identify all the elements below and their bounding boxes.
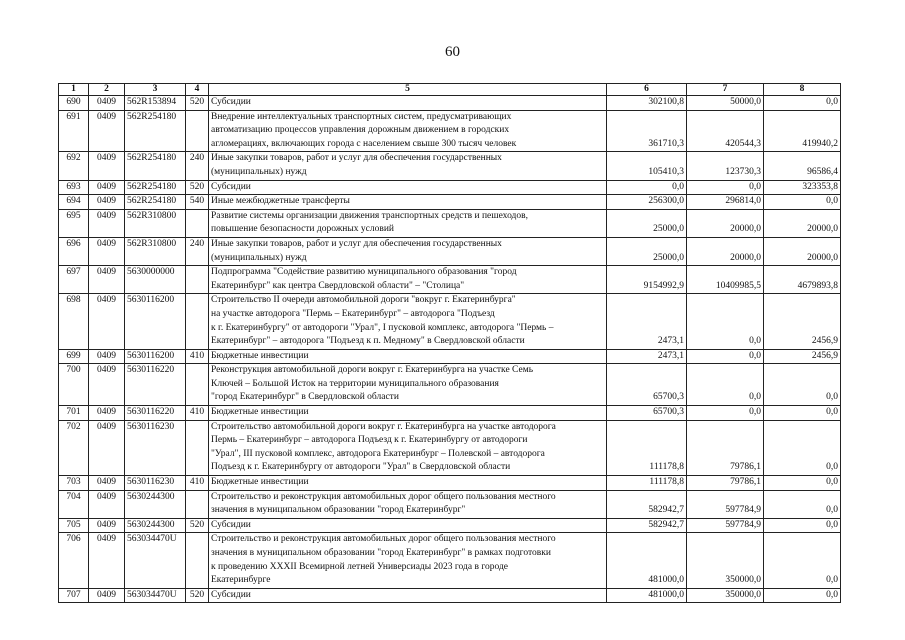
row-number: 694 [59, 195, 89, 210]
item-name: Реконструкция автомобильной дороги вокруг г. Екатеринбурга на участке Семь Ключей – Большой Исток на территории муниципального образования "город Екатеринбург" в Свердловской области [209, 364, 607, 406]
target-article-code: 562R310800 [125, 209, 186, 237]
table-row [59, 209, 841, 237]
section-code: 0409 [89, 533, 125, 588]
section-code: 0409 [89, 476, 125, 491]
row-number: 701 [59, 406, 89, 421]
amount-col-8: 20000,0 [764, 237, 841, 265]
amount-col-6: 582942,7 [607, 490, 687, 518]
item-name: Развитие системы организации движения транспортных средств и пешеходов, повышение безопасности дорожных условий [209, 209, 607, 237]
section-code: 0409 [89, 195, 125, 210]
amount-col-7: 0,0 [687, 180, 764, 195]
amount-col-8: 0,0 [764, 533, 841, 588]
item-name: Строительство II очереди автомобильной дороги "вокруг г. Екатеринбурга" на участке автодорога "Пермь – Екатеринбург" – автодорога "Подъезд к г. Екатеринбургу" от автодороги "Урал", I пусковой комплекс, автодорога "Пермь – Екатеринбург" – автодорога "Подъезд к п. Медному" в Свердловской области [209, 294, 607, 349]
item-name: Строительство и реконструкция автомобильных дорог общего пользования местного значения в муниципальном образовании "город Екатеринбург" в рамках подготовки к проведению XXXII Всемирной летней Универсиады 2023 года в городе Екатеринбурге [209, 533, 607, 588]
item-name: Бюджетные инвестиции [209, 349, 607, 364]
amount-col-7: 0,0 [687, 294, 764, 349]
expense-type-code [186, 110, 209, 152]
item-name: Субсидии [209, 588, 607, 603]
amount-col-6: 25000,0 [607, 237, 687, 265]
amount-col-7: 50000,0 [687, 96, 764, 111]
expense-type-code: 240 [186, 237, 209, 265]
table-row [59, 266, 841, 294]
amount-col-8: 419940,2 [764, 110, 841, 152]
table-row [59, 364, 841, 406]
target-article-code: 563034470U [125, 588, 186, 603]
target-article-code: 562R254180 [125, 152, 186, 180]
target-article-code: 562R254180 [125, 195, 186, 210]
amount-col-8: 4679893,8 [764, 266, 841, 294]
item-name: Строительство и реконструкция автомобильных дорог общего пользования местного значения в муниципальном образовании "город Екатеринбург" [209, 490, 607, 518]
amount-col-8: 323353,8 [764, 180, 841, 195]
amount-col-7: 20000,0 [687, 237, 764, 265]
row-number: 705 [59, 518, 89, 533]
row-number: 707 [59, 588, 89, 603]
amount-col-7: 123730,3 [687, 152, 764, 180]
amount-col-7: 10409985,5 [687, 266, 764, 294]
row-number: 690 [59, 96, 89, 111]
target-article-code: 5630116220 [125, 406, 186, 421]
amount-col-8: 0,0 [764, 490, 841, 518]
table-row [59, 490, 841, 518]
expense-type-code [186, 209, 209, 237]
expense-type-code: 410 [186, 406, 209, 421]
section-code: 0409 [89, 490, 125, 518]
amount-col-7: 350000,0 [687, 533, 764, 588]
row-number: 693 [59, 180, 89, 195]
row-number: 697 [59, 266, 89, 294]
row-number: 695 [59, 209, 89, 237]
amount-col-8: 0,0 [764, 420, 841, 475]
expense-type-code [186, 364, 209, 406]
amount-col-8: 0,0 [764, 518, 841, 533]
item-name: Подпрограмма "Содействие развитию муниципального образования "город Екатеринбург" как центра Свердловской области" – "Столица" [209, 266, 607, 294]
row-number: 692 [59, 152, 89, 180]
table-row [59, 110, 841, 152]
expense-type-code: 540 [186, 195, 209, 210]
section-code: 0409 [89, 518, 125, 533]
amount-col-6: 111178,8 [607, 476, 687, 491]
row-number: 698 [59, 294, 89, 349]
amount-col-6: 25000,0 [607, 209, 687, 237]
row-number: 691 [59, 110, 89, 152]
target-article-code: 562R310800 [125, 237, 186, 265]
table-row [59, 518, 841, 533]
amount-col-8: 2456,9 [764, 349, 841, 364]
section-code: 0409 [89, 266, 125, 294]
item-name: Бюджетные инвестиции [209, 406, 607, 421]
expense-type-code: 520 [186, 96, 209, 111]
amount-col-8: 0,0 [764, 406, 841, 421]
amount-col-7: 597784,9 [687, 518, 764, 533]
amount-col-6: 111178,8 [607, 420, 687, 475]
table-row [59, 420, 841, 475]
expense-type-code: 520 [186, 588, 209, 603]
target-article-code: 5630116230 [125, 420, 186, 475]
amount-col-7: 79786,1 [687, 476, 764, 491]
amount-col-6: 65700,3 [607, 406, 687, 421]
amount-col-6: 2473,1 [607, 349, 687, 364]
target-article-code: 5630000000 [125, 266, 186, 294]
amount-col-6: 9154992,9 [607, 266, 687, 294]
section-code: 0409 [89, 349, 125, 364]
row-number: 706 [59, 533, 89, 588]
target-article-code: 5630244300 [125, 490, 186, 518]
target-article-code: 5630116200 [125, 294, 186, 349]
table-row [59, 588, 841, 603]
expense-type-code [186, 266, 209, 294]
amount-col-8: 0,0 [764, 195, 841, 210]
amount-col-7: 0,0 [687, 406, 764, 421]
item-name: Субсидии [209, 518, 607, 533]
table-row [59, 152, 841, 180]
amount-col-6: 0,0 [607, 180, 687, 195]
amount-col-6: 256300,0 [607, 195, 687, 210]
column-header: 8 [764, 84, 841, 96]
amount-col-8: 96586,4 [764, 152, 841, 180]
section-code: 0409 [89, 294, 125, 349]
table-row [59, 237, 841, 265]
table-header-row [59, 84, 841, 96]
budget-table [58, 83, 841, 603]
amount-col-7: 296814,0 [687, 195, 764, 210]
amount-col-8: 0,0 [764, 476, 841, 491]
item-name: Внедрение интеллектуальных транспортных систем, предусматривающих автоматизацию процессов управления дорожным движением в городских агломерациях, включающих города с населением свыше 300 тысяч человек [209, 110, 607, 152]
target-article-code: 563034470U [125, 533, 186, 588]
column-header: 1 [59, 84, 89, 96]
row-number: 703 [59, 476, 89, 491]
item-name: Иные межбюджетные трансферты [209, 195, 607, 210]
column-header: 2 [89, 84, 125, 96]
target-article-code: 5630244300 [125, 518, 186, 533]
amount-col-6: 65700,3 [607, 364, 687, 406]
table-row [59, 406, 841, 421]
section-code: 0409 [89, 209, 125, 237]
table-row [59, 349, 841, 364]
item-name: Строительство автомобильной дороги вокруг г. Екатеринбурга на участке автодорога Пермь – Екатеринбург – автодорога Подъезд к г. Екатеринбургу от автодороги "Урал", III пусковой комплекс, автодорога Екатеринбург – Полевской – автодорога Подъезд к г. Екатеринбургу от автодороги "Урал" в Свердловской области [209, 420, 607, 475]
amount-col-7: 350000,0 [687, 588, 764, 603]
section-code: 0409 [89, 152, 125, 180]
item-name: Субсидии [209, 96, 607, 111]
expense-type-code: 520 [186, 518, 209, 533]
section-code: 0409 [89, 180, 125, 195]
row-number: 696 [59, 237, 89, 265]
expense-type-code [186, 533, 209, 588]
amount-col-7: 0,0 [687, 364, 764, 406]
column-header: 7 [687, 84, 764, 96]
amount-col-8: 20000,0 [764, 209, 841, 237]
target-article-code: 562R153894 [125, 96, 186, 111]
amount-col-8: 0,0 [764, 364, 841, 406]
item-name: Субсидии [209, 180, 607, 195]
amount-col-6: 2473,1 [607, 294, 687, 349]
expense-type-code [186, 294, 209, 349]
table-row [59, 195, 841, 210]
row-number: 702 [59, 420, 89, 475]
column-header: 4 [186, 84, 209, 96]
expense-type-code: 240 [186, 152, 209, 180]
section-code: 0409 [89, 588, 125, 603]
table-row [59, 294, 841, 349]
amount-col-7: 20000,0 [687, 209, 764, 237]
amount-col-8: 0,0 [764, 96, 841, 111]
column-header: 5 [209, 84, 607, 96]
table-row [59, 180, 841, 195]
section-code: 0409 [89, 237, 125, 265]
table-row [59, 533, 841, 588]
amount-col-7: 420544,3 [687, 110, 764, 152]
row-number: 699 [59, 349, 89, 364]
table-row [59, 96, 841, 111]
item-name: Иные закупки товаров, работ и услуг для обеспечения государственных (муниципальных) нужд [209, 152, 607, 180]
amount-col-8: 0,0 [764, 588, 841, 603]
target-article-code: 5630116230 [125, 476, 186, 491]
target-article-code: 5630116200 [125, 349, 186, 364]
amount-col-6: 481000,0 [607, 588, 687, 603]
amount-col-6: 302100,8 [607, 96, 687, 111]
amount-col-6: 481000,0 [607, 533, 687, 588]
amount-col-7: 597784,9 [687, 490, 764, 518]
expense-type-code: 410 [186, 476, 209, 491]
target-article-code: 5630116220 [125, 364, 186, 406]
expense-type-code [186, 490, 209, 518]
expense-type-code: 520 [186, 180, 209, 195]
expense-type-code [186, 420, 209, 475]
expense-type-code: 410 [186, 349, 209, 364]
section-code: 0409 [89, 364, 125, 406]
table-row [59, 476, 841, 491]
item-name: Иные закупки товаров, работ и услуг для обеспечения государственных (муниципальных) нужд [209, 237, 607, 265]
column-header: 6 [607, 84, 687, 96]
amount-col-6: 582942,7 [607, 518, 687, 533]
target-article-code: 562R254180 [125, 110, 186, 152]
row-number: 700 [59, 364, 89, 406]
section-code: 0409 [89, 110, 125, 152]
page-number: 60 [445, 44, 460, 60]
target-article-code: 562R254180 [125, 180, 186, 195]
amount-col-6: 361710,3 [607, 110, 687, 152]
row-number: 704 [59, 490, 89, 518]
amount-col-7: 79786,1 [687, 420, 764, 475]
column-header: 3 [125, 84, 186, 96]
section-code: 0409 [89, 96, 125, 111]
amount-col-7: 0,0 [687, 349, 764, 364]
section-code: 0409 [89, 406, 125, 421]
amount-col-6: 105410,3 [607, 152, 687, 180]
amount-col-8: 2456,9 [764, 294, 841, 349]
item-name: Бюджетные инвестиции [209, 476, 607, 491]
section-code: 0409 [89, 420, 125, 475]
